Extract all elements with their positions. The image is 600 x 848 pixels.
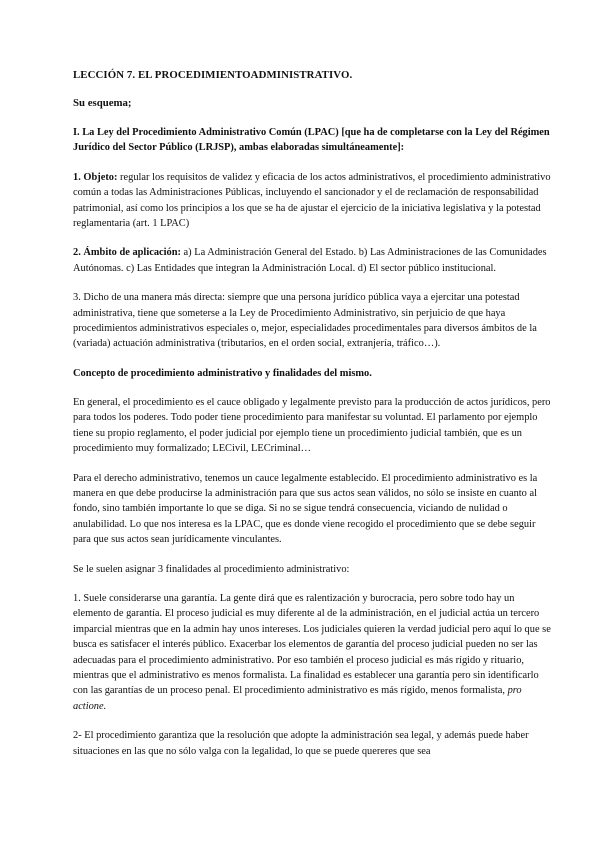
paragraph-3: 3. Dicho de una manera más directa: siempre que una persona jurídico pública vaya a ejercitar una potestad administrativa, tiene que someterse a la Ley de Procedimiento Administrativo, sin perjuicio de que haya procedimientos administrativos especiales o, mejor, especialidades procedimentales para diversos ámbitos de la (variada) actuación administrativa (tributarios, en el orden social, extranjería, tráfico…).: [73, 292, 537, 350]
paragraph-derecho-administrativo: Para el derecho administrativo, tenemos un cauce legalmente establecido. El procedimiento administrativo es la manera en que debe producirse la administración para que sus actos sean válidos, no sólo se insiste en cuanto al fondo, sino también importante lo que se diga. Si no se sigue tendrá consecuencia, viciando de nulidad o anulabilidad. Lo que nos interesa es la LPAC, que es donde viene recogido el procedimiento que se debe seguir para que sus actos sean jurídicamente vinculantes.: [73, 472, 538, 546]
intro-paragraph: I. La Ley del Procedimiento Administrativo Común (LPAC) [que ha de completarse con la Ley del Régimen Jurídico del Sector Público (LRJSP), ambas elaboradas simultáneamente]:: [73, 127, 550, 154]
objeto-paragraph: [73, 170, 553, 232]
ambito-text: a) La Administración General del Estado. b) Las Administraciones de las Comunidades Autónomas. c) Las Entidades que integran la Administración Local. d) El sector público institucional.: [73, 247, 547, 274]
section-heading-concepto: Concepto de procedimiento administrativo y finalidades del mismo.: [73, 367, 372, 379]
finalidad-1-italic: pro actione.: [73, 685, 522, 712]
paragraph-finalidades-intro: Se le suelen asignar 3 finalidades al procedimiento administrativo:: [73, 563, 350, 575]
paragraph-finalidad-2: 2- El procedimiento garantiza que la resolución que adopte la administración sea legal, y además puede haber situaciones en las que no sólo valga con la legalidad, lo que se puede quereres que sea: [73, 730, 529, 757]
outline-heading: Su esquema;: [73, 97, 132, 109]
finalidad-1-text: 1. Suele considerarse una garantía. La gente dirá que es ralentización y burocracia, pero sobre todo hay un elemento de garantía. El proceso judicial es muy diferente al de la administración, en el judicial actúa un tercero imparcial mientras que en la admin hay unos intereses. Los judiciales quieren la verdad judicial pero aquí lo que se busca es satisfacer el interés público. Exacerbar los elementos de garantía del proceso judicial pueden no ser las adecuadas para el procedimiento administrativo. Por eso también el proceso judicial es más rígido y rituario, mientras que el administrativo es menos formalista. La finalidad es establecer una garantía pero sin identificarlo con las garantías de un proceso penal. El procedimiento administrativo es más rígido, menos formalista,: [73, 592, 551, 697]
lesson-title: LECCIÓN 7. EL PROCEDIMIENTOADMINISTRATIVO.: [73, 69, 353, 81]
objeto-text: regular los requisitos de validez y eficacia de los actos administrativos, el procedimiento administrativo común a todas las Administraciones Públicas, incluyendo el sancionador y el de reclamación de responsabilidad patrimonial, así como los principios a los que se ha de ajustar el ejercicio de la iniciativa legislativa y la potestad reglamentaria (art. 1 LPAC): [73, 171, 551, 230]
objeto-lead: 1. Objeto:: [73, 171, 118, 183]
ambito-paragraph: [73, 245, 553, 276]
paragraph-finalidad-1: [73, 591, 553, 714]
paragraph-general: En general, el procedimiento es el cauce obligado y legalmente previsto para la producción de actos jurídicos, pero para todos los poderes. Todo poder tiene procedimiento para manifestar su voluntad. El parlamento por ejemplo tiene su propio reglamento, el poder judicial por ejemplo tiene un procedimiento judicial también, que es un procedimiento muy formalizado; LECivil, LECriminal…: [73, 396, 551, 455]
ambito-lead: 2. Ámbito de aplicación:: [73, 247, 181, 259]
